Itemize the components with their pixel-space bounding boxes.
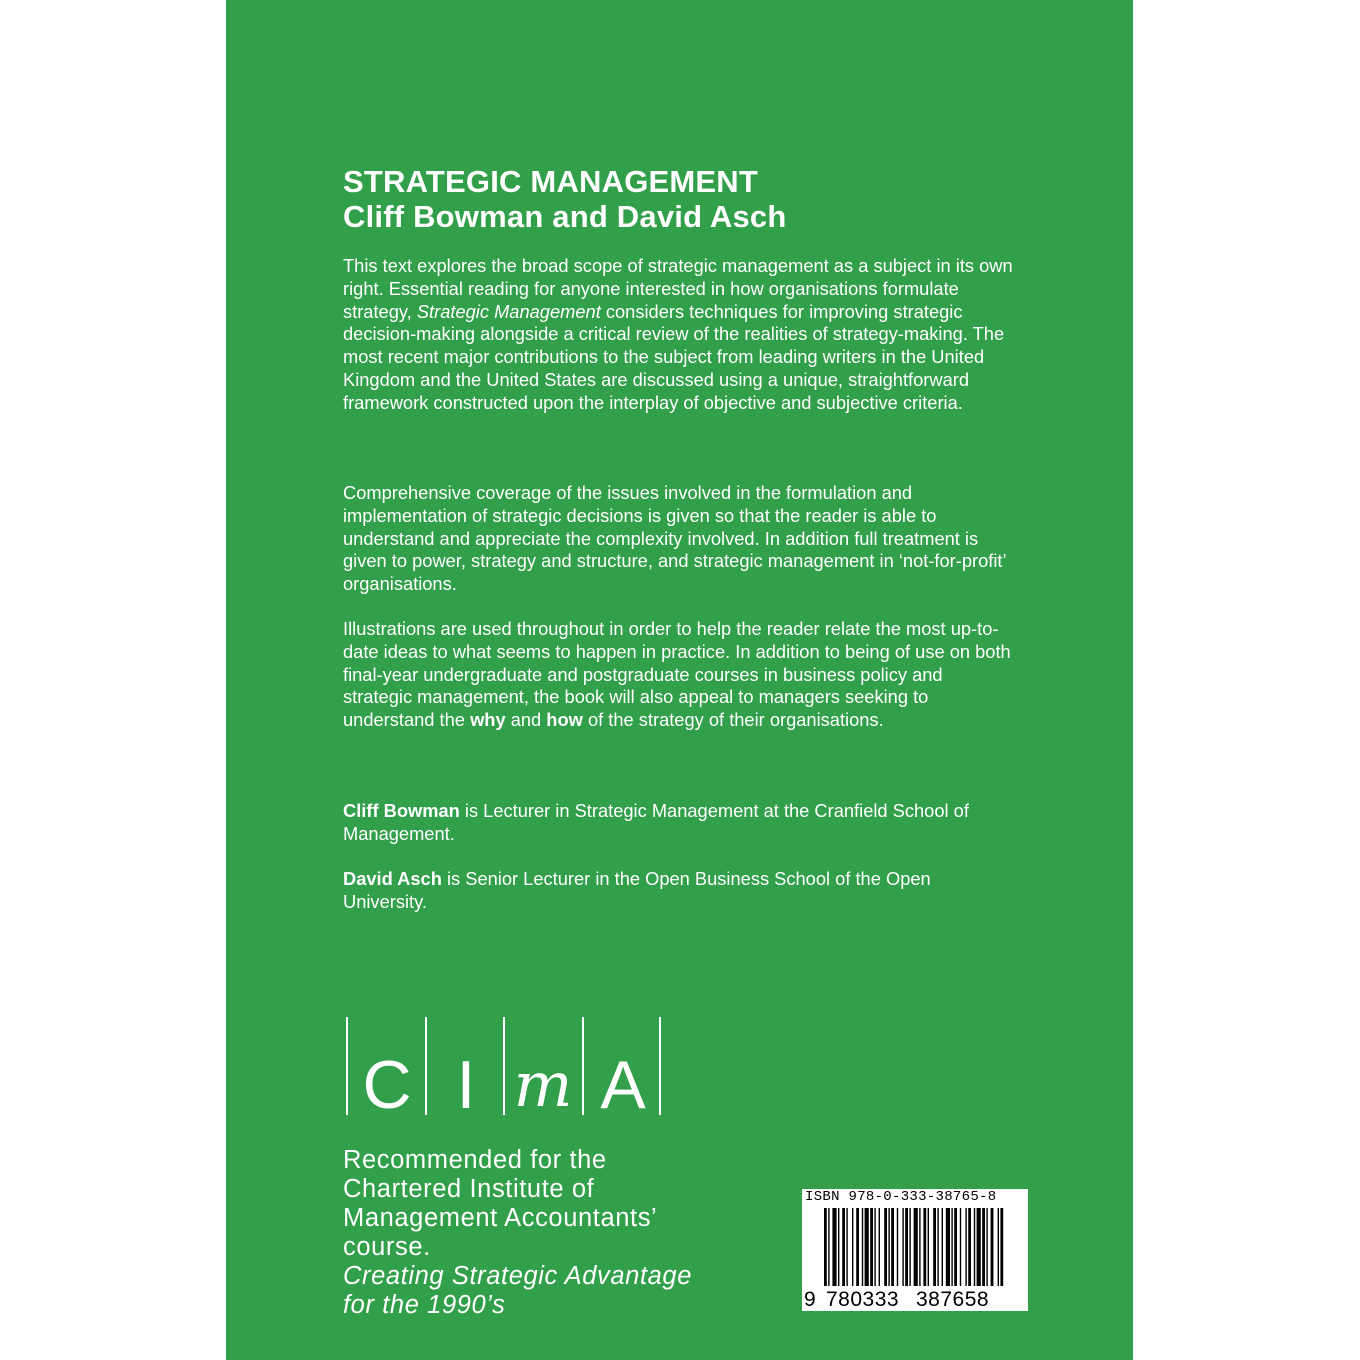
recommendation-text [343, 1146, 692, 1320]
recommendation-line: Chartered Institute of [343, 1175, 595, 1203]
barcode-stripe [832, 1208, 836, 1286]
barcode-stripe [862, 1208, 863, 1286]
barcode-stripe [828, 1208, 829, 1286]
author-bio-asch [343, 868, 1015, 914]
barcode-stripe [914, 1208, 918, 1286]
logo-letter: A [600, 1047, 646, 1123]
barcode-bars [806, 1208, 1024, 1290]
barcode-stripe [891, 1208, 894, 1286]
description-text: This text explores the broad scope of strategic management as a subject in its own right. Essential reading for anyone interested in how organisations formulate strategy, [343, 255, 1013, 322]
barcode-stripe [824, 1208, 827, 1286]
barcode-stripe [951, 1208, 952, 1286]
author-name: Cliff Bowman [343, 800, 460, 821]
barcode-stripe [846, 1208, 847, 1286]
recommendation-italic-line: Creating Strategic Advantage [343, 1262, 692, 1290]
barcode-stripe [937, 1208, 938, 1286]
author-bio-text: is Senior Lecturer in the Open Business School of the Open University. [343, 868, 931, 912]
barcode-stripe [986, 1208, 987, 1286]
emphasis-why: why [470, 709, 506, 731]
barcode-stripe [852, 1208, 853, 1286]
barcode-stripe [865, 1208, 869, 1286]
logo-divider [425, 1017, 427, 1115]
book-title: STRATEGIC MANAGEMENT [343, 164, 759, 199]
barcode-stripe [960, 1208, 961, 1286]
barcode-stripe [905, 1208, 908, 1286]
barcode-stripe [991, 1208, 994, 1286]
barcode-stripe [928, 1208, 929, 1286]
barcode-stripe [888, 1208, 889, 1286]
recommendation-line: Management Accountants’ [343, 1204, 658, 1232]
ean-right-group: 387658 [916, 1288, 990, 1311]
ean-digits [804, 1288, 989, 1312]
barcode-stripe [933, 1208, 936, 1286]
description-text: Illustrations are used throughout in order to help the reader relate the most up-to-date ideas to what seems to happen in practice. In addition to being of use on both final-year undergraduate and postgraduate courses in business policy and strategic management, the book will also appeal to managers seeking to understand the [343, 618, 1011, 731]
logo-divider [503, 1017, 505, 1115]
barcode-stripe [946, 1208, 950, 1286]
barcode-stripe [842, 1208, 845, 1286]
author-bio-bowman [343, 800, 1015, 846]
barcode-stripe [974, 1208, 975, 1286]
barcode-stripe [838, 1208, 839, 1286]
barcode-stripe [965, 1208, 966, 1286]
barcode-stripe [977, 1208, 981, 1286]
book-title-italic: Strategic Management [416, 300, 601, 322]
cima-logo [346, 1017, 662, 1123]
author-bio-text: is Lecturer in Strategic Management at the Cranfield School of Management. [343, 800, 969, 844]
description-paragraph-2: Comprehensive coverage of the issues involved in the formulation and implementation of strategic decisions is given so that the reader is able to understand and appreciate the complexity involved. In addition full treatment is given to power, strategy and structure, and strategic management in ‘not-for-profit’ organisations. [343, 482, 1006, 595]
description-text: and [505, 709, 547, 731]
book-authors: Cliff Bowman and David Asch [343, 199, 787, 234]
logo-letter: m [513, 1048, 573, 1121]
emphasis-how: how [546, 709, 583, 731]
barcode-stripe [942, 1208, 943, 1286]
barcode-stripe [968, 1208, 971, 1286]
barcode-stripe [897, 1208, 898, 1286]
barcode-stripe [884, 1208, 887, 1286]
barcode-stripe [1000, 1208, 1003, 1286]
barcode-stripe [902, 1208, 903, 1286]
back-cover [226, 0, 1133, 1360]
barcode-stripe [856, 1208, 859, 1286]
description-text: of the strategy of their organisations. [582, 709, 884, 731]
barcode-stripe [982, 1208, 985, 1286]
barcode-stripe [874, 1208, 875, 1286]
barcode-stripe [923, 1208, 926, 1286]
description-paragraph-1 [343, 255, 1015, 415]
description-text: considers techniques for improving strategic decision-making alongside a critical review of the realities of strategy-making. The most recent major contributions to the subject from leading writers in the United Kingdom and the United States are discussed using a unique, straightforward framework constructed upon the interplay of objective and subjective criteria. [343, 300, 1005, 413]
barcode-stripe [954, 1208, 957, 1286]
barcode-stripe [909, 1208, 910, 1286]
barcode-stripe [919, 1208, 920, 1286]
barcode-stripe [879, 1208, 880, 1286]
barcode [802, 1189, 1028, 1311]
barcode-stripe [998, 1208, 999, 1286]
recommendation-line: Recommended for the [343, 1146, 607, 1174]
logo-letter: C [362, 1047, 412, 1123]
ean-first-digit: 9 [804, 1288, 817, 1311]
recommendation-italic-line: for the 1990’s [343, 1291, 506, 1319]
barcode-stripe [870, 1208, 873, 1286]
isbn-text: ISBN 978-0-333-38765-8 [805, 1189, 997, 1205]
recommendation-line: course. [343, 1233, 431, 1261]
ean-left-group: 780333 [826, 1288, 900, 1311]
logo-letter: I [456, 1047, 476, 1123]
logo-divider [582, 1017, 584, 1115]
author-name: David Asch [343, 868, 442, 889]
description-paragraph-3 [343, 618, 1015, 732]
logo-divider [346, 1017, 348, 1115]
